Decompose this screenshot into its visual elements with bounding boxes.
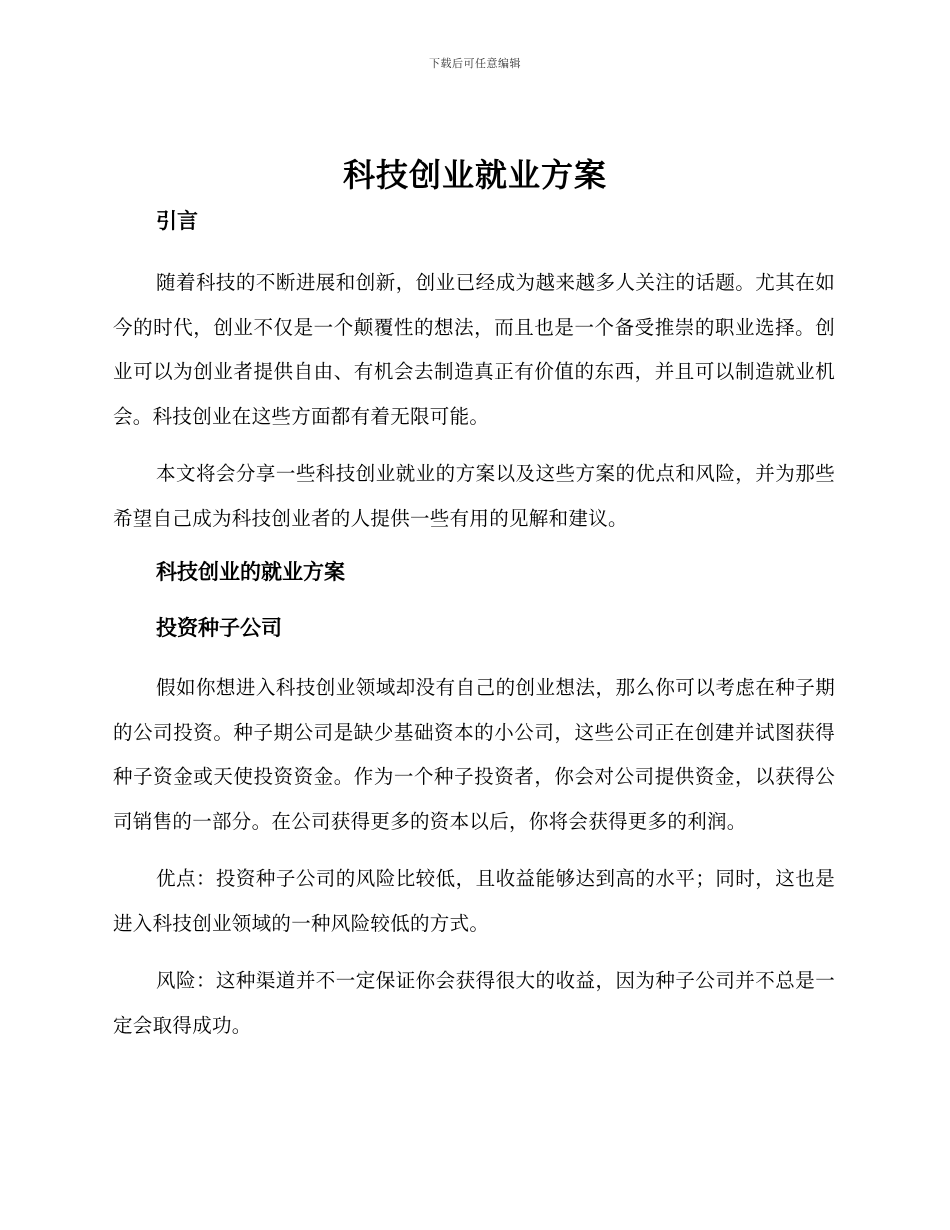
seed-investment-risks: 风险：这种渠道并不一定保证你会获得很大的收益，因为种子公司并不总是一定会取得成功。 <box>113 969 835 1037</box>
seed-investment-paragraph: 假如你想进入科技创业领域却没有自己的创业想法，那么你可以考虑在种子期的公司投资。种子期公司是缺少基础资本的小公司，这些公司正在创建并试图获得种子资金或天使投资资金。作为一个种子投资者，你会对公司提供资金，以获得公司销售的一部分。在公司获得更多的资本以后，你将会获得更多的利润。 <box>113 676 835 833</box>
intro-heading: 引言 <box>156 209 198 233</box>
page-header-note: 下载后可任意编辑 <box>429 57 521 70</box>
seed-investment-heading: 投资种子公司 <box>156 616 282 640</box>
document-body <box>113 203 835 1061</box>
plans-heading: 科技创业的就业方案 <box>156 560 345 584</box>
seed-investment-pros: 优点：投资种子公司的风险比较低，且收益能够达到高的水平；同时，这也是进入科技创业领域的一种风险较低的方式。 <box>113 867 835 935</box>
document-title: 科技创业就业方案 <box>342 156 607 194</box>
intro-paragraph-1: 随着科技的不断进展和创新，创业已经成为越来越多人关注的话题。尤其在如今的时代，创业不仅是一个颠覆性的想法，而且也是一个备受推崇的职业选择。创业可以为创业者提供自由、有机会去制造真正有价值的东西，并且可以制造就业机会。科技创业在这些方面都有着无限可能。 <box>113 271 835 428</box>
intro-paragraph-2: 本文将会分享一些科技创业就业的方案以及这些方案的优点和风险，并为那些希望自己成为科技创业者的人提供一些有用的见解和建议。 <box>113 462 835 530</box>
